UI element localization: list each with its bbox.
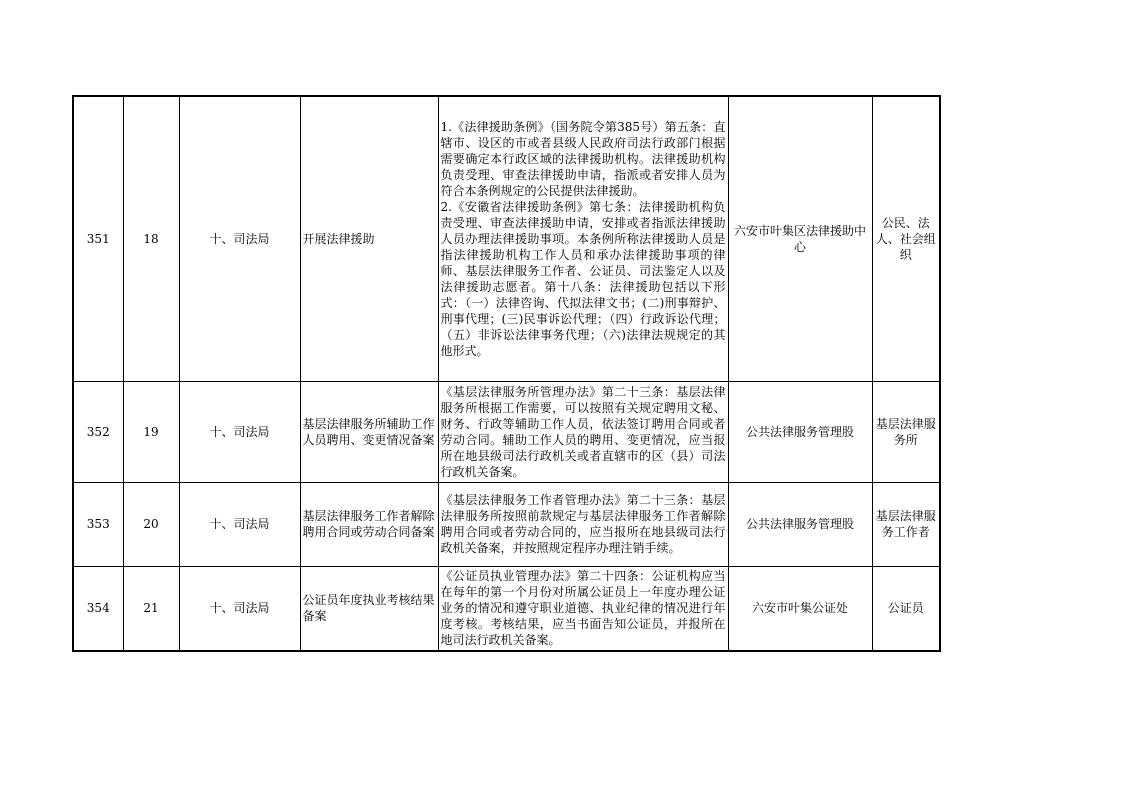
legal-basis-paragraph: 2.《安徽省法律援助条例》第七条：法律援助机构负责受理、审查法律援助申请，安排或者指派法律援助人员办理法律援助事项。本条例所称法律援助人员是指法律援助机构工作人员和承办法律援助事项的律师、基层法律服务工作者、公证员、司法鉴定人以及法律援助志愿者。第十八条：法律援助包括以下形式：（一）法律咨询、代拟法律文书；(二)刑事辩护、刑事代理；(三)民事诉讼代理；（四）行政诉讼代理；（五）非诉讼法律事务代理；（六)法律法规规定的其他形式。 <box>440 199 726 358</box>
agency-cell: 六安市叶集公证处 <box>728 566 872 651</box>
table-row <box>73 482 940 566</box>
sub-seq-cell: 19 <box>123 381 179 482</box>
seq-cell: 351 <box>73 96 123 381</box>
legal-basis-paragraph: 《公证员执业管理办法》第二十四条：公证机构应当在每年的第一个月份对所属公证员上一年度办理公证业务的情况和遵守职业道德、执业纪律的情况进行年度考核。考核结果，应当书面告知公证员，并报所在地司法行政机关备案。 <box>440 569 726 648</box>
target-cell: 基层法律服务所 <box>872 381 940 482</box>
item-name-cell: 开展法律援助 <box>300 96 438 381</box>
legal-basis-paragraph: 《基层法律服务所管理办法》第二十三条：基层法律服务所根据工作需要，可以按照有关规定聘用文秘、财务、行政等辅助工作人员，依法签订聘用合同或者劳动合同。辅助工作人员的聘用、变更情况，应当报所在地县级司法行政机关或者直辖市的区（县）司法行政机关备案。 <box>440 384 726 479</box>
legal-basis-cell <box>438 482 728 566</box>
legal-basis-cell <box>438 96 728 381</box>
agency-cell: 公共法律服务管理股 <box>728 381 872 482</box>
sub-seq-cell: 18 <box>123 96 179 381</box>
item-name-cell: 基层法律服务所辅助工作人员聘用、变更情况备案 <box>300 381 438 482</box>
agency-cell: 六安市叶集区法律援助中心 <box>728 96 872 381</box>
department-cell: 十、司法局 <box>179 566 300 651</box>
table-row <box>73 566 940 651</box>
sub-seq-cell: 21 <box>123 566 179 651</box>
seq-cell: 354 <box>73 566 123 651</box>
legal-basis-cell <box>438 566 728 651</box>
target-cell: 公证员 <box>872 566 940 651</box>
table-row <box>73 96 940 381</box>
legal-basis-cell <box>438 381 728 482</box>
sub-seq-cell: 20 <box>123 482 179 566</box>
legal-basis-paragraph: 《基层法律服务工作者管理办法》第二十三条：基层法律服务所按照前款规定与基层法律服务工作者解除聘用合同或者劳动合同的，应当报所在地县级司法行政机关备案，并按照规定程序办理注销手续。 <box>440 493 726 555</box>
seq-cell: 353 <box>73 482 123 566</box>
seq-cell: 352 <box>73 381 123 482</box>
legal-basis-paragraph: 1.《法律援助条例》（国务院令第385号）第五条：直辖市、设区的市或者县级人民政府司法行政部门根据需要确定本行政区域的法律援助机构。法律援助机构负责受理、审查法律援助申请，指派或者安排人员为符合本条例规定的公民提供法律援助。 <box>440 119 726 198</box>
item-name-cell: 公证员年度执业考核结果备案 <box>300 566 438 651</box>
department-cell: 十、司法局 <box>179 381 300 482</box>
department-cell: 十、司法局 <box>179 96 300 381</box>
item-name-cell: 基层法律服务工作者解除聘用合同或劳动合同备案 <box>300 482 438 566</box>
agency-cell: 公共法律服务管理股 <box>728 482 872 566</box>
target-cell: 公民、法人、社会组织 <box>872 96 940 381</box>
department-cell: 十、司法局 <box>179 482 300 566</box>
catalog-table <box>72 95 941 652</box>
target-cell: 基层法律服务工作者 <box>872 482 940 566</box>
table-row <box>73 381 940 482</box>
